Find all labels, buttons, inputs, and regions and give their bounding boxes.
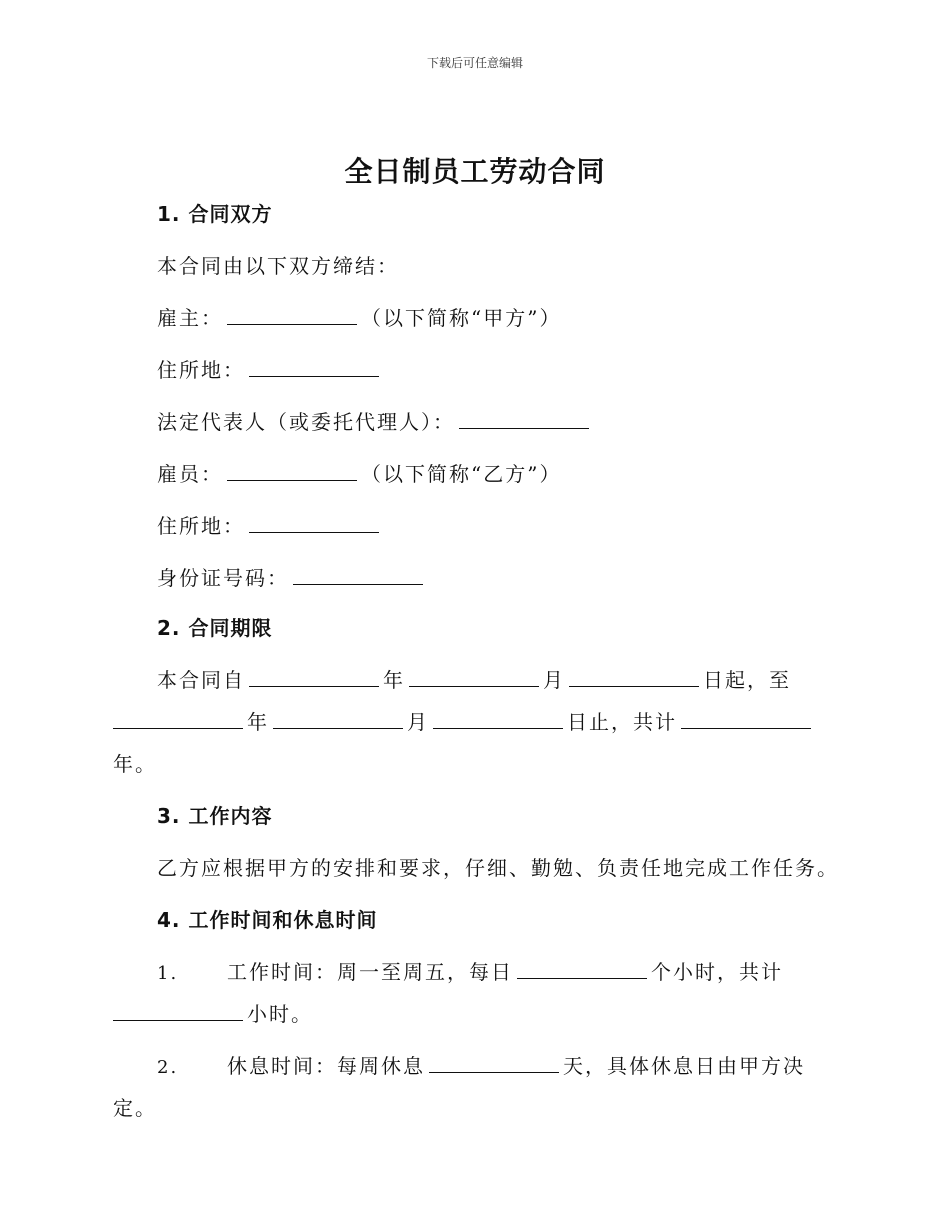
employee-suffix: （以下简称“乙方”）	[361, 462, 562, 486]
start-year-blank[interactable]	[249, 668, 379, 687]
rest-days-blank[interactable]	[429, 1054, 559, 1073]
start-day-label: 日起，至	[703, 668, 791, 692]
section-3-text: 乙方应根据甲方的安排和要求，仔细、勤勉、负责任地完成工作任务。	[157, 856, 839, 880]
start-day-blank[interactable]	[569, 668, 699, 687]
total-years-blank[interactable]	[681, 710, 811, 729]
employer-suffix: （以下简称“甲方”）	[361, 306, 562, 330]
end-year-blank[interactable]	[113, 710, 243, 729]
work-time-line	[157, 956, 783, 985]
end-year-label: 年	[247, 710, 269, 734]
section-1-heading: 1. 合同双方	[157, 202, 273, 226]
employee-address-label: 住所地：	[157, 514, 245, 538]
employee-address-line	[157, 510, 383, 539]
start-year-label: 年	[383, 668, 405, 692]
total-hours-blank[interactable]	[113, 1002, 243, 1021]
employer-label: 雇主：	[157, 306, 223, 330]
representative-line	[157, 406, 593, 435]
rest-time-line	[157, 1050, 805, 1079]
start-month-label: 月	[543, 668, 565, 692]
employee-label: 雇员：	[157, 462, 223, 486]
item-2-number: 2.	[157, 1057, 179, 1078]
document-title: 全日制员工劳动合同	[344, 155, 606, 188]
page-header: 下载后可任意编辑	[426, 56, 523, 70]
end-month-blank[interactable]	[273, 710, 403, 729]
employee-address-blank[interactable]	[249, 514, 379, 533]
daily-hours-blank[interactable]	[517, 960, 647, 979]
employer-line	[157, 302, 561, 331]
rest-time-text-b: 天，具体休息日由甲方决	[563, 1054, 805, 1078]
section-3-heading: 3. 工作内容	[157, 804, 273, 828]
term-line-1	[157, 664, 791, 693]
employer-blank[interactable]	[227, 306, 357, 325]
start-month-blank[interactable]	[409, 668, 539, 687]
term-start-text: 本合同自	[157, 668, 245, 692]
work-time-line-2	[113, 998, 313, 1027]
employer-address-line	[157, 354, 383, 383]
term-line-3: 年。	[113, 752, 157, 776]
rest-time-text-a: 休息时间：每周休息	[227, 1054, 425, 1078]
employer-address-label: 住所地：	[157, 358, 245, 382]
id-number-line	[157, 562, 427, 591]
term-line-2	[113, 706, 815, 735]
end-month-label: 月	[407, 710, 429, 734]
section-1-intro: 本合同由以下双方缔结：	[157, 254, 399, 278]
representative-label: 法定代表人（或委托代理人）：	[157, 410, 455, 434]
rest-time-line-2: 定。	[113, 1096, 157, 1120]
id-number-label: 身份证号码：	[157, 566, 289, 590]
employee-blank[interactable]	[227, 462, 357, 481]
end-day-blank[interactable]	[433, 710, 563, 729]
representative-blank[interactable]	[459, 410, 589, 429]
employer-address-blank[interactable]	[249, 358, 379, 377]
section-4-heading: 4. 工作时间和休息时间	[157, 908, 378, 932]
end-day-label: 日止，共计	[567, 710, 677, 734]
employee-line	[157, 458, 561, 487]
work-time-text-a: 工作时间：周一至周五，每日	[227, 960, 513, 984]
id-number-blank[interactable]	[293, 566, 423, 585]
section-2-heading: 2. 合同期限	[157, 616, 273, 640]
work-time-text-b: 个小时，共计	[651, 960, 783, 984]
work-time-text-c: 小时。	[247, 1002, 313, 1026]
item-1-number: 1.	[157, 963, 179, 984]
